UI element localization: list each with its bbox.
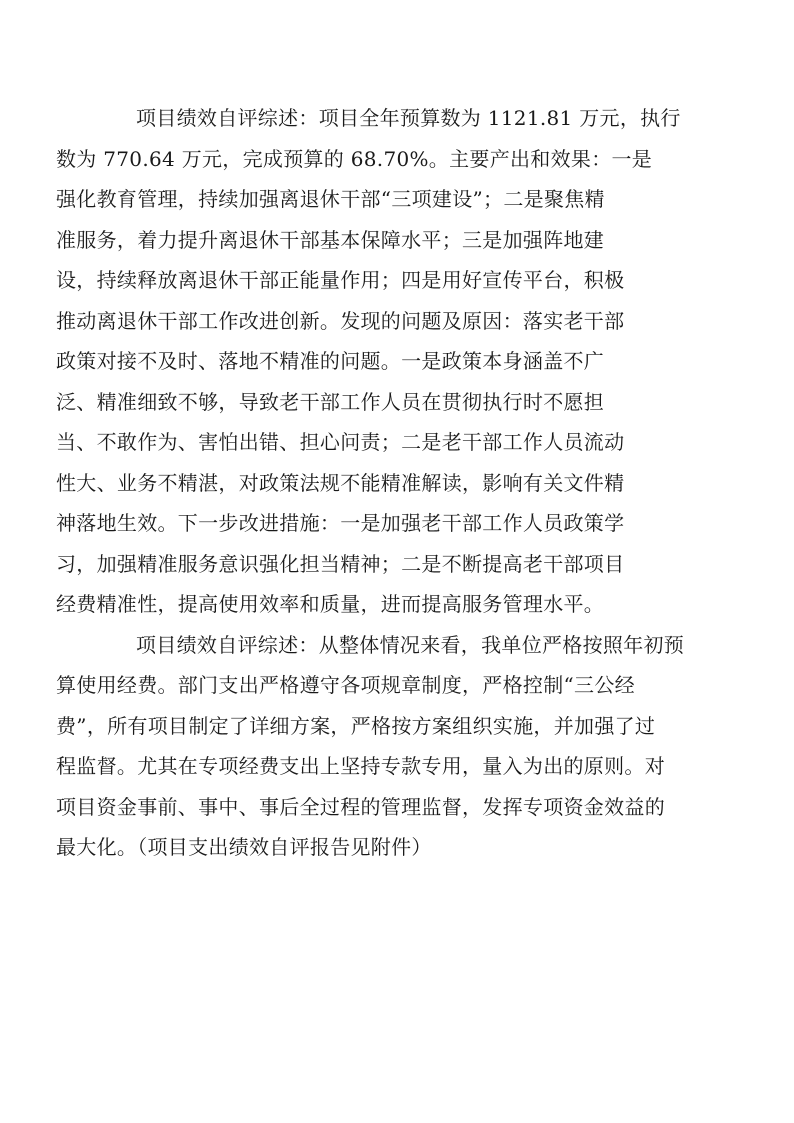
text-line: 推动离退休干部工作改进创新。发现的问题及原因：落实老干部 [56,308,625,333]
text-line: 强化教育管理，持续加强离退休干部“三项建设”；二是聚焦精 [56,187,605,211]
text-line: 项目绩效自评综述：项目全年预算数为 1121.81 万元，执行 [136,106,681,130]
text-line: 费”，所有项目制定了详细方案，严格按方案组织实施，并加强了过 [56,713,656,738]
text-line: 政策对接不及时、落地不精准的问题。一是政策本身涵盖不广 [56,349,605,373]
text-line: 最大化。（项目支出绩效自评报告见附件） [56,835,432,859]
text-line: 程监督。尤其在专项经费支出上坚持专款专用，量入为出的原则。对 [56,754,665,778]
text-line: 项目资金事前、事中、事后全过程的管理监督，发挥专项资金效益的 [56,794,665,819]
paragraph-project-summary [56,98,700,625]
text-line: 数为 770.64 万元，完成预算的 68.70%。主要产出和效果：一是 [56,146,653,171]
text-line: 项目绩效自评综述：从整体情况来看，我单位严格按照年初预 [136,632,685,657]
text-line: 泛、精准细致不够，导致老干部工作人员在贯彻执行时不愿担 [56,389,605,414]
paragraph-overall-summary [56,625,700,868]
text-line: 准服务，着力提升离退休干部基本保障水平；三是加强阵地建 [56,227,605,252]
text-line: 习，加强精准服务意识强化担当精神；二是不断提高老干部项目 [56,551,625,576]
text-line: 设，持续释放离退休干部正能量作用；四是用好宣传平台，积极 [56,268,625,292]
text-line: 性大、业务不精湛，对政策法规不能精准解读，影响有关文件精 [56,470,625,495]
text-line: 算使用经费。部门支出严格遵守各项规章制度，严格控制“三公经 [56,673,635,697]
text-line: 当、不敢作为、害怕出错、担心问责；二是老干部工作人员流动 [56,430,625,454]
document-body [56,98,700,868]
text-line: 经费精准性，提高使用效率和质量，进而提高服务管理水平。 [56,592,605,616]
text-line: 神落地生效。下一步改进措施：一是加强老干部工作人员政策学 [56,511,625,535]
